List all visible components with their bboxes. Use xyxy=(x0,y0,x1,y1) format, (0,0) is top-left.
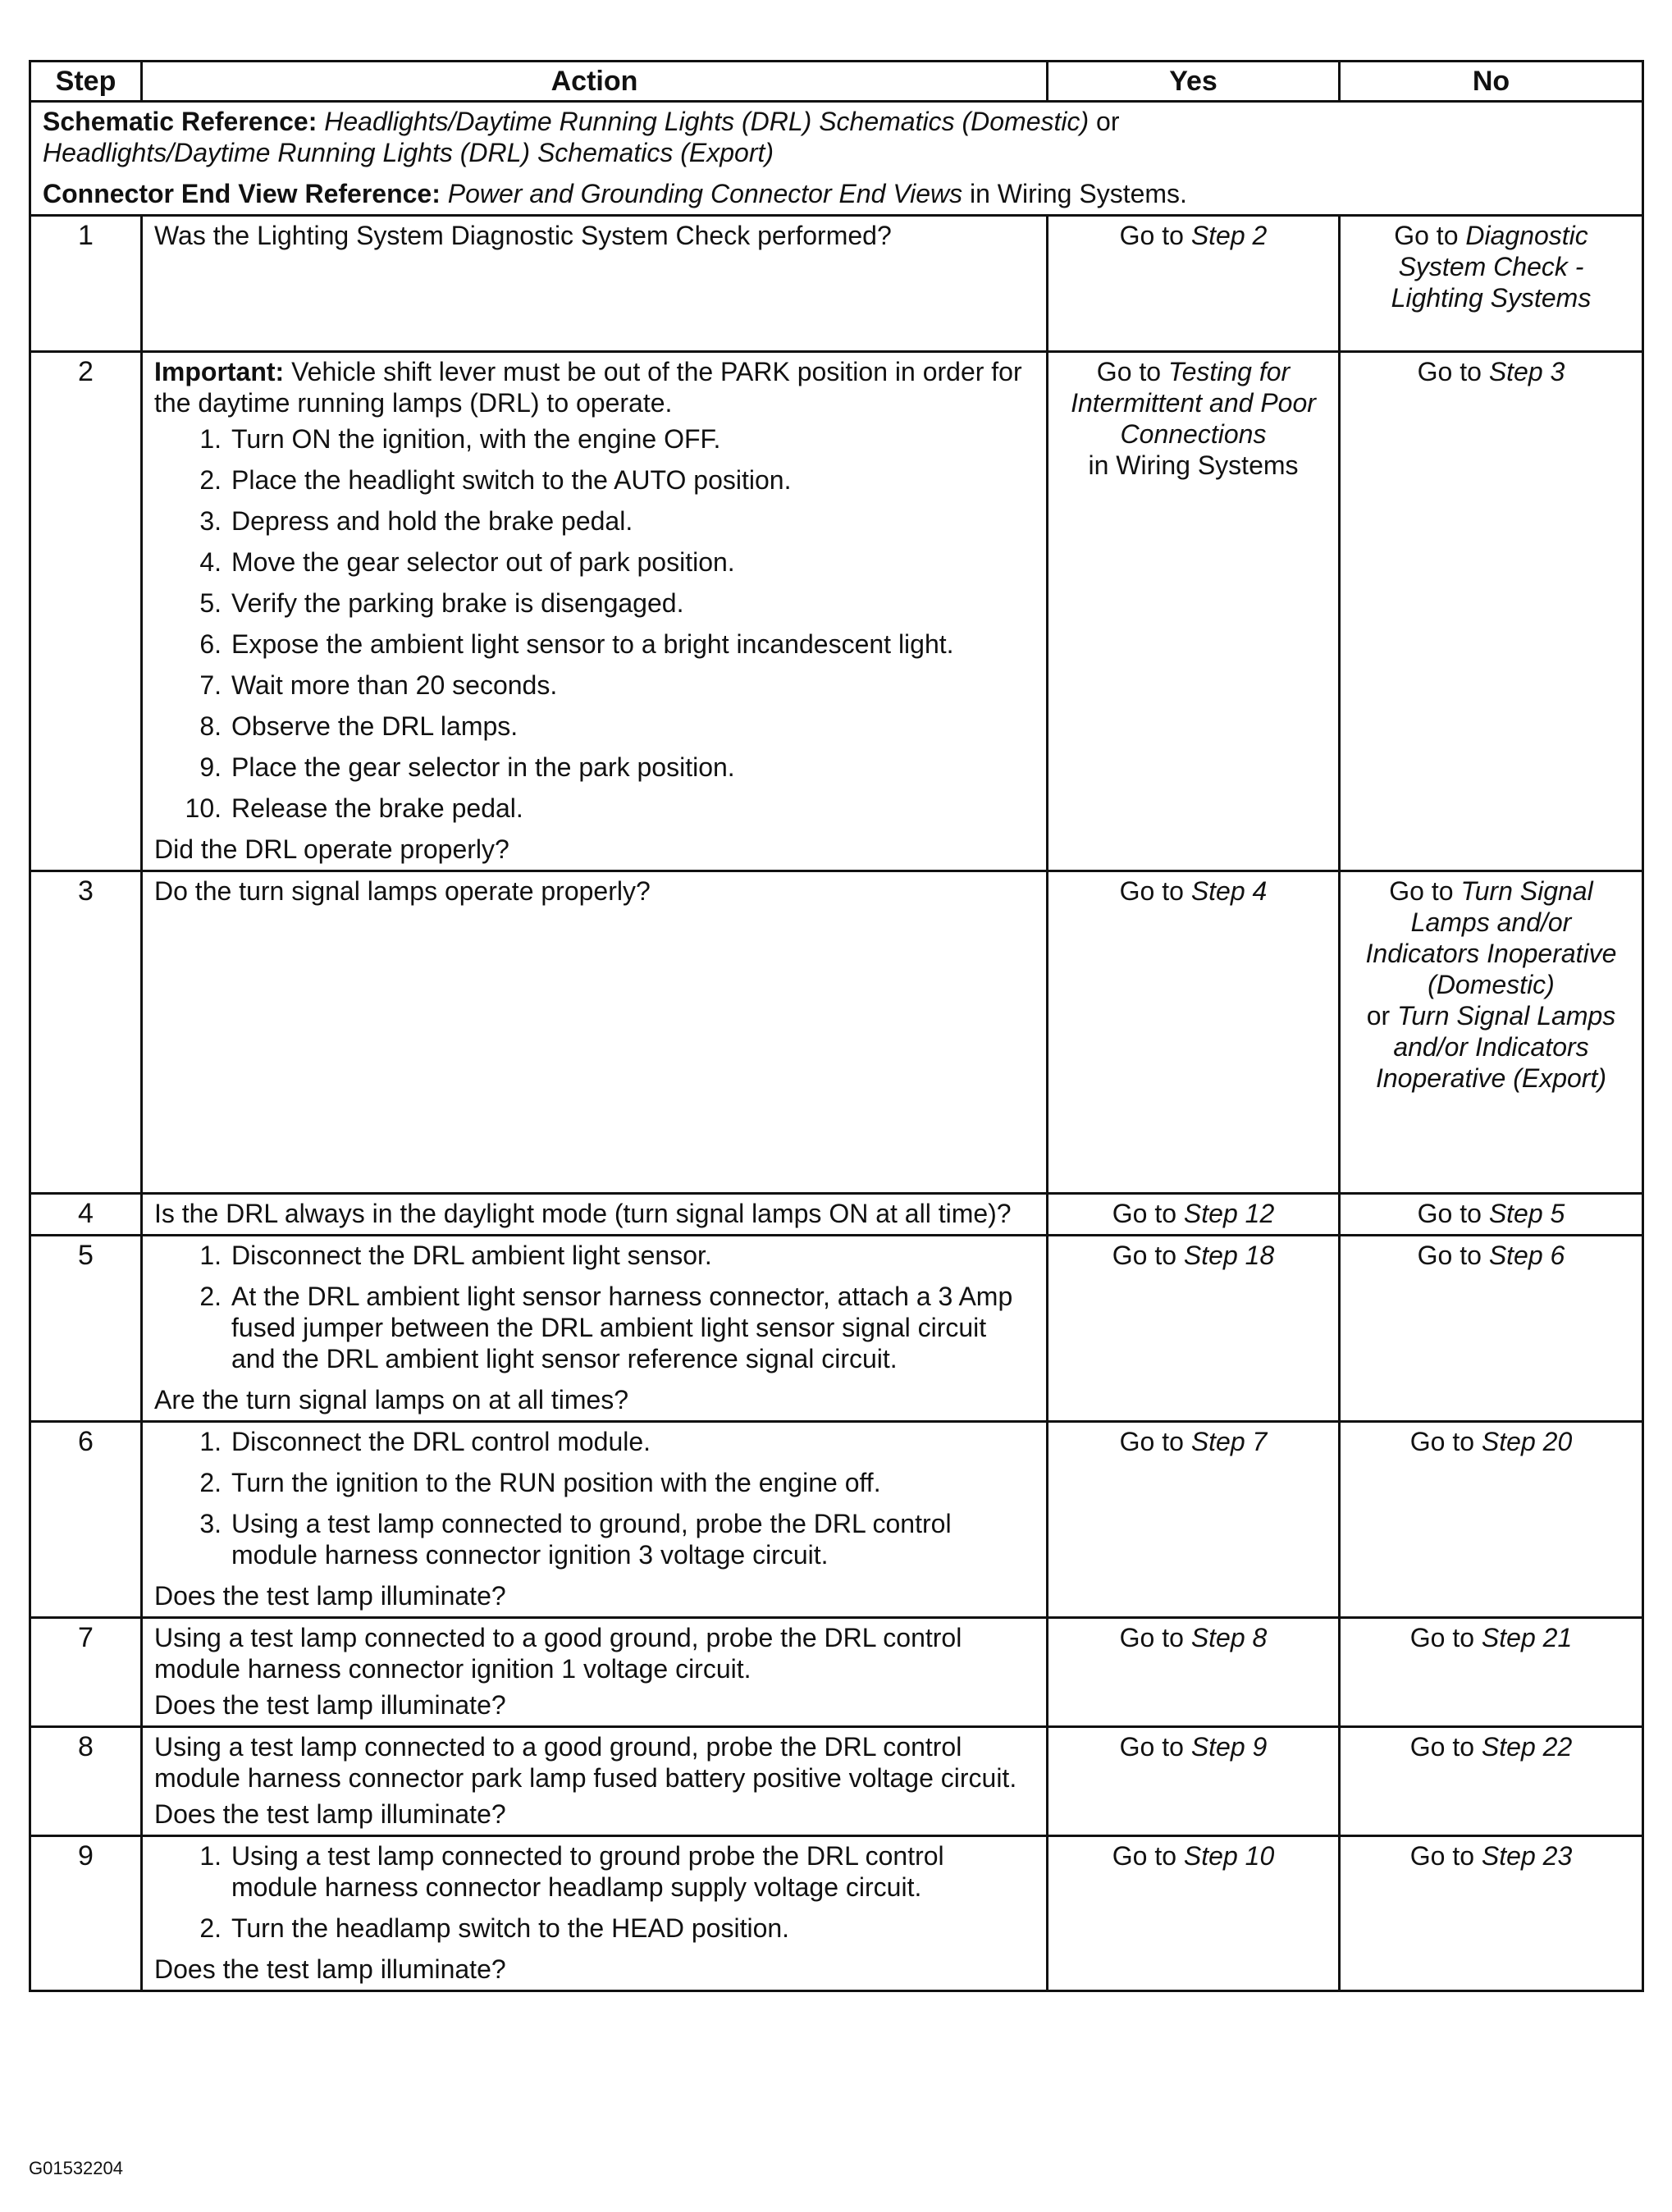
list-item: 1. Disconnect the DRL ambient light sensor. xyxy=(199,1241,712,1270)
action-cell xyxy=(142,1618,1048,1727)
yes-target: Step 4 xyxy=(1190,876,1268,906)
step-number: 9 xyxy=(30,1836,142,1991)
list-item: 1. Disconnect the DRL control module. xyxy=(199,1427,651,1456)
yes-prefix: Go to xyxy=(1119,876,1184,906)
question-text: Does the test lamp illuminate? xyxy=(154,1690,506,1720)
procedure-list xyxy=(154,423,1035,824)
procedure-list xyxy=(154,1426,1035,1570)
no-cell xyxy=(1340,1836,1643,1991)
no-prefix: Go to xyxy=(1417,1241,1482,1270)
no-target: Step 20 xyxy=(1481,1427,1573,1456)
action-cell xyxy=(142,1836,1048,1991)
no-cell xyxy=(1340,1618,1643,1727)
yes-cell xyxy=(1048,1236,1340,1422)
diagnostic-table xyxy=(29,60,1644,1992)
yes-cell xyxy=(1048,1836,1340,1991)
list-item: 4. Move the gear selector out of park position. xyxy=(199,547,735,577)
schematic-or: or xyxy=(1096,107,1120,136)
question-text: Did the DRL operate properly? xyxy=(154,834,509,864)
no-target: Step 6 xyxy=(1488,1241,1565,1270)
yes-cell xyxy=(1048,871,1340,1194)
yes-target: Step 2 xyxy=(1190,221,1268,250)
step-number: 8 xyxy=(30,1727,142,1836)
no-target: Step 21 xyxy=(1481,1623,1573,1652)
step-number: 2 xyxy=(30,352,142,871)
table-row xyxy=(30,216,1643,352)
action-cell xyxy=(142,1236,1048,1422)
no-prefix: Go to xyxy=(1409,1841,1475,1871)
list-item: 1. Turn ON the ignition, with the engine OFF. xyxy=(199,424,721,454)
step-number: 4 xyxy=(30,1194,142,1236)
no-cell xyxy=(1340,216,1643,352)
important-label: Important: xyxy=(154,357,285,386)
header-no: No xyxy=(1340,62,1643,102)
step-number: 3 xyxy=(30,871,142,1194)
no-cell xyxy=(1340,1727,1643,1836)
yes-prefix: Go to xyxy=(1112,1241,1177,1270)
connector-tail: in Wiring Systems. xyxy=(969,179,1187,208)
yes-target: Step 9 xyxy=(1190,1732,1268,1762)
step-number: 7 xyxy=(30,1618,142,1727)
no-cell xyxy=(1340,1194,1643,1236)
reference-cell xyxy=(30,102,1643,216)
no-target: Step 3 xyxy=(1488,357,1565,386)
no-target: Step 22 xyxy=(1481,1732,1573,1762)
important-text: Vehicle shift lever must be out of the PARK position in order for the daytime running lamps (DRL) to operate. xyxy=(154,357,1022,418)
action-cell xyxy=(142,1194,1048,1236)
table-row xyxy=(30,1422,1643,1618)
yes-prefix: Go to xyxy=(1119,1732,1184,1762)
list-item: 3. Using a test lamp connected to ground, probe the DRL control module harness connector ignition 3 voltage circuit. xyxy=(199,1509,952,1570)
question-text: Are the turn signal lamps on at all times? xyxy=(154,1385,629,1414)
yes-target: Testing for Intermittent and Poor Connections xyxy=(1071,357,1316,449)
no-target: Step 23 xyxy=(1481,1841,1573,1871)
no-cell xyxy=(1340,1422,1643,1618)
procedure-list xyxy=(154,1240,1035,1374)
schematic-reference xyxy=(43,106,1630,168)
yes-prefix: Go to xyxy=(1119,1623,1184,1652)
yes-tail: in Wiring Systems xyxy=(1088,450,1299,480)
no-prefix: Go to xyxy=(1409,1427,1475,1456)
header-yes: Yes xyxy=(1048,62,1340,102)
yes-target: Step 18 xyxy=(1183,1241,1275,1270)
yes-target: Step 12 xyxy=(1183,1199,1275,1228)
figure-id: G01532204 xyxy=(29,2158,123,2178)
header-action: Action xyxy=(142,62,1048,102)
question-text: Does the test lamp illuminate? xyxy=(154,1581,506,1611)
list-item: 5. Verify the parking brake is disengaged. xyxy=(199,588,684,618)
no-prefix: Go to xyxy=(1389,876,1454,906)
list-item: 3. Depress and hold the brake pedal. xyxy=(199,506,633,536)
table-row xyxy=(30,352,1643,871)
yes-cell xyxy=(1048,352,1340,871)
action-cell xyxy=(142,216,1048,352)
action-cell xyxy=(142,1422,1048,1618)
no-prefix: Go to xyxy=(1409,1732,1475,1762)
list-item: 7. Wait more than 20 seconds. xyxy=(199,670,558,700)
procedure-list xyxy=(154,1840,1035,1944)
yes-target: Step 7 xyxy=(1190,1427,1268,1456)
no-prefix: Go to xyxy=(1417,1199,1482,1228)
yes-cell xyxy=(1048,1194,1340,1236)
table-row xyxy=(30,1727,1643,1836)
question-text: Does the test lamp illuminate? xyxy=(154,1799,506,1829)
no-cell xyxy=(1340,871,1643,1194)
list-item: 2. At the DRL ambient light sensor harness connector, attach a 3 Amp fused jumper between the DRL ambient light sensor signal circuit and the DRL ambient light sensor reference signal circuit. xyxy=(199,1282,1013,1373)
step-number: 5 xyxy=(30,1236,142,1422)
yes-target: Step 10 xyxy=(1183,1841,1275,1871)
action-cell xyxy=(142,352,1048,871)
schematic-link-export: Headlights/Daytime Running Lights (DRL) Schematics (Export) xyxy=(43,138,774,167)
yes-prefix: Go to xyxy=(1119,221,1184,250)
table-row xyxy=(30,1836,1643,1991)
no-or: or xyxy=(1366,1001,1391,1031)
yes-cell xyxy=(1048,216,1340,352)
yes-cell xyxy=(1048,1618,1340,1727)
list-item: 8. Observe the DRL lamps. xyxy=(199,711,519,741)
important-note xyxy=(154,356,1035,418)
yes-prefix: Go to xyxy=(1119,1427,1184,1456)
step-number: 1 xyxy=(30,216,142,352)
header-step: Step xyxy=(30,62,142,102)
no-target-alt: Turn Signal Lamps and/or Indicators Inoperative (Export) xyxy=(1375,1001,1616,1093)
no-prefix: Go to xyxy=(1417,357,1482,386)
list-item: 9. Place the gear selector in the park position. xyxy=(199,752,735,782)
table-row xyxy=(30,871,1643,1194)
connector-link: Power and Grounding Connector End Views xyxy=(447,179,963,208)
yes-target: Step 8 xyxy=(1190,1623,1268,1652)
diagnostic-table-sheet xyxy=(29,60,1642,1992)
yes-prefix: Go to xyxy=(1112,1841,1177,1871)
action-cell xyxy=(142,1727,1048,1836)
list-item: 10. Release the brake pedal. xyxy=(185,793,523,823)
list-item: 6. Expose the ambient light sensor to a bright incandescent light. xyxy=(199,629,954,659)
list-item: 2. Turn the ignition to the RUN position with the engine off. xyxy=(199,1468,881,1497)
step-number: 6 xyxy=(30,1422,142,1618)
table-row xyxy=(30,1236,1643,1422)
question-text: Does the test lamp illuminate? xyxy=(154,1954,506,1984)
yes-prefix: Go to xyxy=(1096,357,1162,386)
question-text: Do the turn signal lamps operate properly? xyxy=(154,876,651,906)
schematic-label: Schematic Reference: xyxy=(43,107,317,136)
no-prefix: Go to xyxy=(1394,221,1459,250)
schematic-link-domestic: Headlights/Daytime Running Lights (DRL) Schematics (Domestic) xyxy=(324,107,1090,136)
no-prefix: Go to xyxy=(1409,1623,1475,1652)
reference-row xyxy=(30,102,1643,216)
question-text: Is the DRL always in the daylight mode (turn signal lamps ON at all time)? xyxy=(154,1199,1012,1228)
yes-prefix: Go to xyxy=(1112,1199,1177,1228)
connector-reference xyxy=(43,178,1630,209)
connector-label: Connector End View Reference: xyxy=(43,179,441,208)
no-target: Diagnostic System Check - Lighting Systems xyxy=(1391,221,1592,313)
no-target: Turn Signal Lamps and/or Indicators Inoperative (Domestic) xyxy=(1365,876,1617,999)
instruction-text: Using a test lamp connected to a good ground, probe the DRL control module harness connector park lamp fused battery positive voltage circuit. xyxy=(154,1732,1017,1793)
header-row xyxy=(30,62,1643,102)
no-cell xyxy=(1340,1236,1643,1422)
list-item: 1. Using a test lamp connected to ground probe the DRL control module harness connector headlamp supply voltage circuit. xyxy=(199,1841,944,1902)
instruction-text: Using a test lamp connected to a good ground, probe the DRL control module harness connector ignition 1 voltage circuit. xyxy=(154,1623,962,1684)
yes-cell xyxy=(1048,1727,1340,1836)
no-cell xyxy=(1340,352,1643,871)
no-target: Step 5 xyxy=(1488,1199,1565,1228)
list-item: 2. Place the headlight switch to the AUTO position. xyxy=(199,465,792,495)
table-row xyxy=(30,1194,1643,1236)
question-text: Was the Lighting System Diagnostic System Check performed? xyxy=(154,221,892,250)
yes-cell xyxy=(1048,1422,1340,1618)
table-row xyxy=(30,1618,1643,1727)
action-cell xyxy=(142,871,1048,1194)
list-item: 2. Turn the headlamp switch to the HEAD position. xyxy=(199,1913,790,1943)
